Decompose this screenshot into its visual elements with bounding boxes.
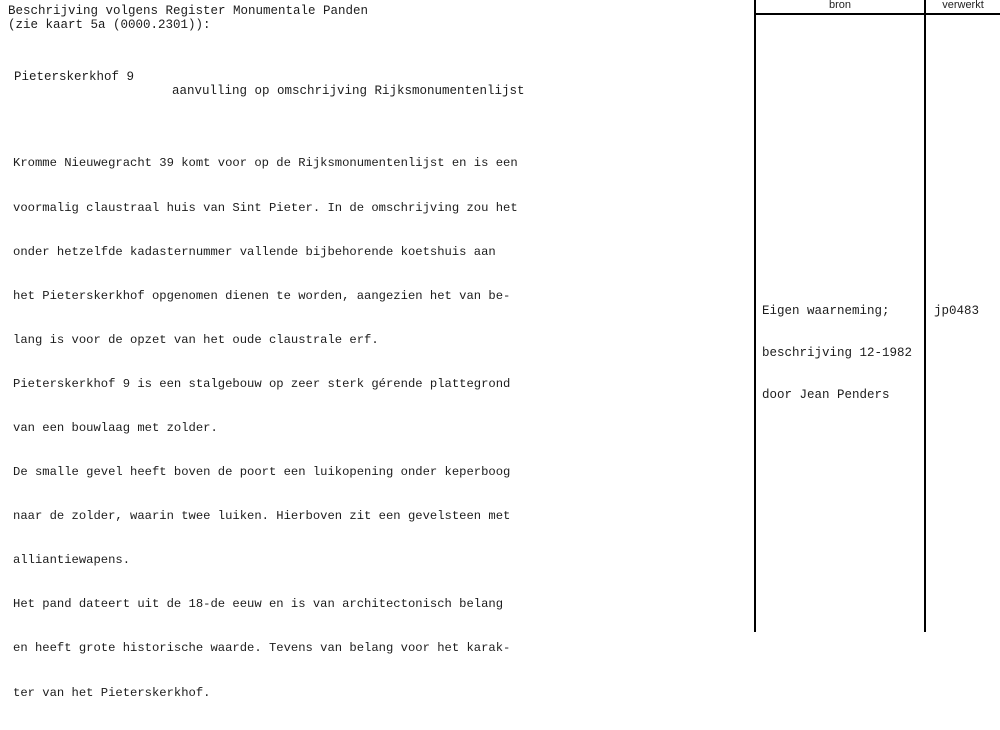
subject-line xyxy=(8,56,525,112)
column-divider-left xyxy=(754,0,756,632)
body-line: van een bouwlaag met zolder. xyxy=(13,420,218,435)
bron-line: Eigen waarneming; xyxy=(762,304,890,318)
body-line: ter van het Pieterskerkhof. xyxy=(13,685,211,700)
heading-line-2: (zie kaart 5a (0000.2301)): xyxy=(8,18,211,32)
body-line: De smalle gevel heeft boven de poort een luikopening onder keperboog xyxy=(13,465,511,480)
body-line: voormalig claustraal huis van Sint Pieter. In de omschrijving zou het xyxy=(13,200,518,215)
body-line: en heeft grote historische waarde. Tevens van belang voor het karak- xyxy=(13,641,511,656)
body-line: lang is voor de opzet van het oude claustrale erf. xyxy=(13,332,379,347)
body-line: onder hetzelfde kadasternummer vallende bijbehorende koetshuis aan xyxy=(13,244,496,259)
verwerkt-column-header: verwerkt xyxy=(942,0,984,11)
heading-line-1: Beschrijving volgens Register Monumentale Panden xyxy=(8,4,369,18)
body-line: het Pieterskerkhof opgenomen dienen te worden, aangezien het van be- xyxy=(13,288,511,303)
subject-description: aanvulling op omschrijving Rijksmonumentenlijst xyxy=(172,84,525,98)
body-line: Kromme Nieuwegracht 39 komt voor op de Rijksmonumentenlijst en is een xyxy=(13,156,518,171)
body-line: Pieterskerkhof 9 is een stalgebouw op zeer sterk gérende plattegrond xyxy=(13,376,511,391)
bron-line: beschrijving 12-1982 xyxy=(762,346,913,360)
body-text xyxy=(13,127,518,730)
column-divider-right xyxy=(924,0,926,632)
body-line: Het pand dateert uit de 18-de eeuw en is van architectonisch belang xyxy=(13,597,504,612)
verwerkt-entry: jp0483 xyxy=(934,304,980,318)
header-underline xyxy=(754,13,1000,15)
body-line: alliantiewapens. xyxy=(13,553,131,568)
bron-column-header: bron xyxy=(828,0,852,11)
subject-address: Pieterskerkhof 9 xyxy=(14,70,135,84)
description-column xyxy=(8,4,748,700)
body-line: naar de zolder, waarin twee luiken. Hierboven zit een gevelsteen met xyxy=(13,509,511,524)
bron-entry xyxy=(762,276,912,430)
bron-line: door Jean Penders xyxy=(762,388,890,402)
